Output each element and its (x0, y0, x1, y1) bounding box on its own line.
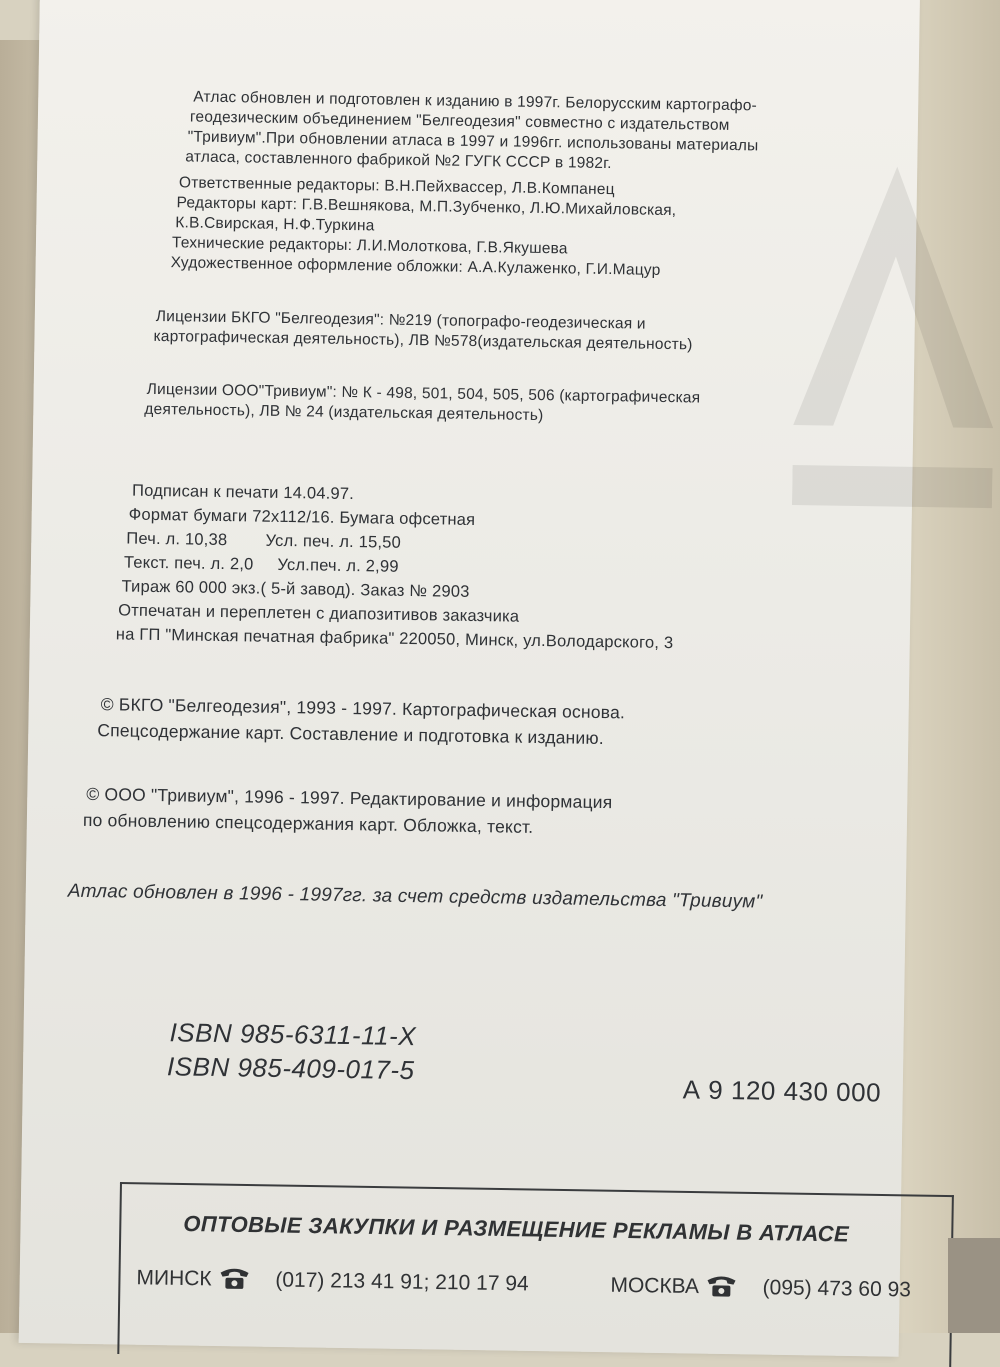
print-detail-2: Формат бумаги 72х112/16. Бумага офсетная (128, 505, 476, 529)
ad-phones-minsk: (017) 213 41 91; 210 17 94 (275, 1268, 529, 1296)
editors-line-3: К.В.Свирская, Н.Ф.Туркина (175, 214, 375, 235)
license-belgeo-line-1: Лицензии БКГО "Белгеодезия": №219 (топографо-геодезическая и (155, 307, 646, 333)
intro-line-4: атласа, составленного фабрикой №2 ГУГК СССР в 1982г. (185, 148, 612, 173)
editors-line-1: Ответственные редакторы: В.Н.Пейхвассер, Л.В.Компанец (178, 174, 615, 199)
intro-line-1: Атлас обновлен и подготовлен к изданию в 1997г. Белорусским картографо- (193, 88, 758, 115)
imprint-page (19, 0, 920, 1357)
editors-line-5: Художественное оформление обложки: А.А.Кулаженко, Г.И.Мацур (170, 254, 661, 279)
isbn-2: ISBN 985-409-017-5 (166, 1051, 415, 1086)
copyright-belgeo-line-2: Спецсодержание карт. Составление и подготовка к изданию. (97, 720, 605, 749)
telephone-icon (705, 1273, 739, 1298)
telephone-icon (217, 1266, 251, 1291)
box-shadow-bar (948, 1238, 1000, 1333)
print-detail-3: Печ. л. 10,38 Усл. печ. л. 15,50 (126, 529, 402, 552)
copyright-trivium-line-2: по обновлению спецсодержания карт. Обложка, текст. (82, 809, 534, 837)
print-detail-6: Отпечатан и переплетен с диапозитивов заказчика (118, 601, 520, 626)
editors-line-4: Технические редакторы: Л.И.Молоткова, Г.В.Якушева (171, 234, 568, 258)
ad-contact-minsk (136, 1264, 529, 1296)
editors-line-2: Редакторы карт: Г.В.Вешнякова, М.П.Зубченко, Л.Ю.Михайловская, (176, 194, 677, 220)
update-note: Атлас обновлен в 1996 - 1997гг. за счет средств издательства "Тривиум" (67, 880, 763, 913)
ad-contact-moscow (610, 1272, 911, 1303)
license-trivium-line-2: деятельность), ЛВ № 24 (издательская деятельность) (144, 400, 544, 425)
print-detail-7: на ГП "Минская печатная фабрика" 220050, Минск, ул.Володарского, 3 (115, 625, 674, 653)
copyright-belgeo-line-1: © БКГО "Белгеодезия", 1993 - 1997. Картографическая основа. (100, 694, 626, 723)
advertising-box (117, 1182, 954, 1367)
ad-city-minsk: МИНСК (136, 1266, 212, 1291)
license-belgeo-line-2: картографическая деятельность), ЛВ №578(издательская деятельность) (153, 327, 693, 354)
intro-line-2: геодезическим объединением "Белгеодезия" совместно с издательством (189, 108, 730, 134)
isbn-1: ISBN 985-6311-11-X (169, 1017, 417, 1052)
license-trivium-line-1: Лицензии ООО"Тривиум": № К - 498, 501, 504, 505, 506 (картографическая (146, 380, 701, 407)
copyright-trivium-line-1: © ООО "Тривиум", 1996 - 1997. Редактирование и информация (86, 783, 613, 813)
print-detail-1: Подписан к печати 14.04.97. (131, 481, 355, 504)
catalog-code: А 9 120 430 000 (682, 1074, 882, 1108)
ad-phones-moscow: (095) 473 60 93 (762, 1276, 912, 1302)
print-detail-4: Текст. печ. л. 2,0 Усл.печ. л. 2,99 (123, 553, 399, 576)
ad-city-moscow: МОСКВА (610, 1273, 700, 1299)
ad-title: ОПТОВЫЕ ЗАКУПКИ И РАЗМЕЩЕНИЕ РЕКЛАМЫ В АТЛАСЕ (183, 1211, 850, 1247)
print-detail-5: Тираж 60 000 экз.( 5-й завод). Заказ № 2903 (121, 577, 470, 601)
intro-line-3: "Тривиум".При обновлении атласа в 1997 и 1996гг. использованы материалы (187, 128, 759, 155)
